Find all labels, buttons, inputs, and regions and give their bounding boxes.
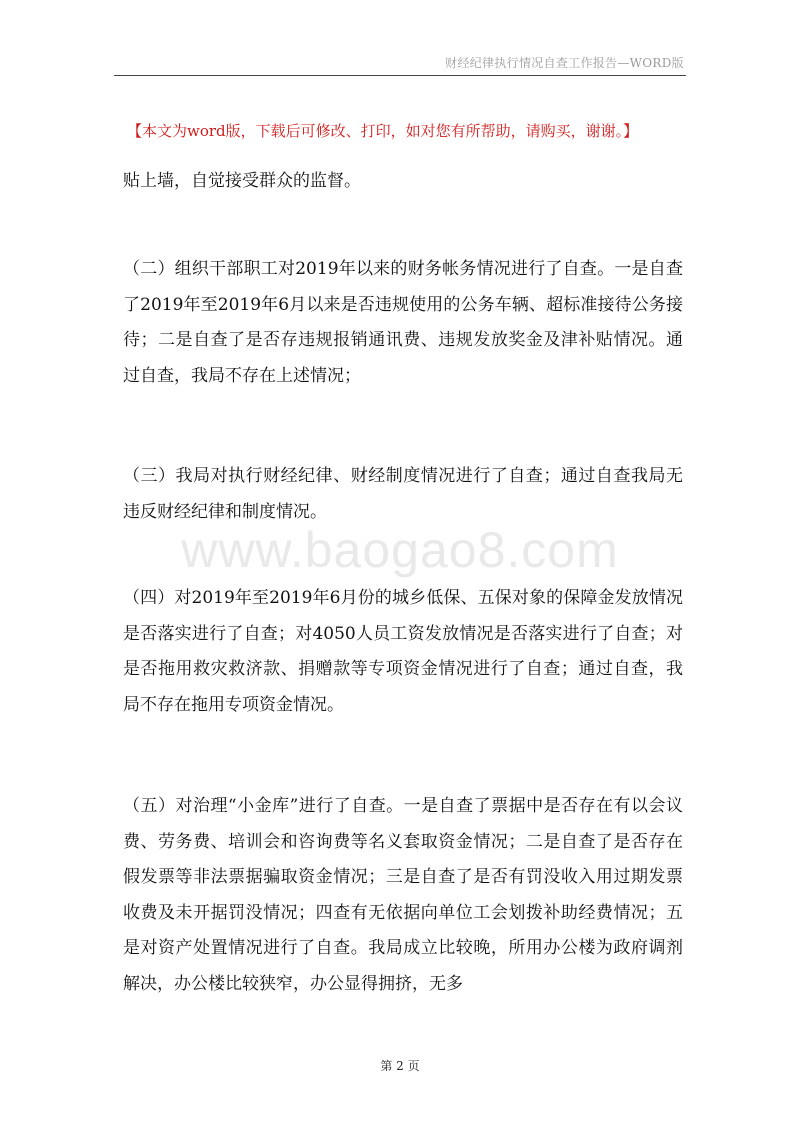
page-number: 第 2 页 [380, 1059, 420, 1073]
header-divider [114, 75, 686, 76]
paragraph-section-3: （三）我局对执行财经纪律、财经制度情况进行了自查；通过自查我局无违反财经纪律和制度情况。 [123, 466, 683, 522]
paragraph-continuation: 贴上墙，自觉接受群众的监督。 [123, 171, 361, 191]
paragraph-section-2: （二）组织干部职工对2019年以来的财务帐务情况进行了自查。一是自查了2019年至2019年6月以来是否违规使用的公务车辆、超标准接待公务接待；二是自查了是否存违规报销通讯费、违规发放奖金及津补贴情况。通过自查，我局不存在上述情况； [123, 259, 683, 386]
paragraph-section-5: （五）对治理“小金库”进行了自查。一是自查了票据中是否存在有以会议费、劳务费、培训会和咨询费等名义套取资金情况；二是自查了是否存在假发票等非法票据骗取资金情况；三是自查了是否有罚没收入用过期发票收费及未开据罚没情况；四查有无依据向单位工会划拨补助经费情况；五是对资产处置情况进行了自查。我局成立比较晚，所用办公楼为政府调剂解决，办公楼比较狭窄，办公显得拥挤，无多 [123, 796, 683, 994]
header-title: 财经纪律执行情况自查工作报告—WORD版 [445, 56, 684, 70]
purchase-notice: 【本文为word版，下载后可修改、打印，如对您有所帮助，请购买，谢谢。】 [127, 122, 639, 140]
watermark: www.baogao8.com [181, 522, 619, 578]
paragraph-section-4: （四）对2019年至2019年6月份的城乡低保、五保对象的保障金发放情况是否落实进行了自查；对4050人员工资发放情况是否落实进行了自查；对是否拖用救灾救济款、捐赠款等专项资金情况进行了自查；通过自查，我局不存在拖用专项资金情况。 [123, 588, 683, 715]
